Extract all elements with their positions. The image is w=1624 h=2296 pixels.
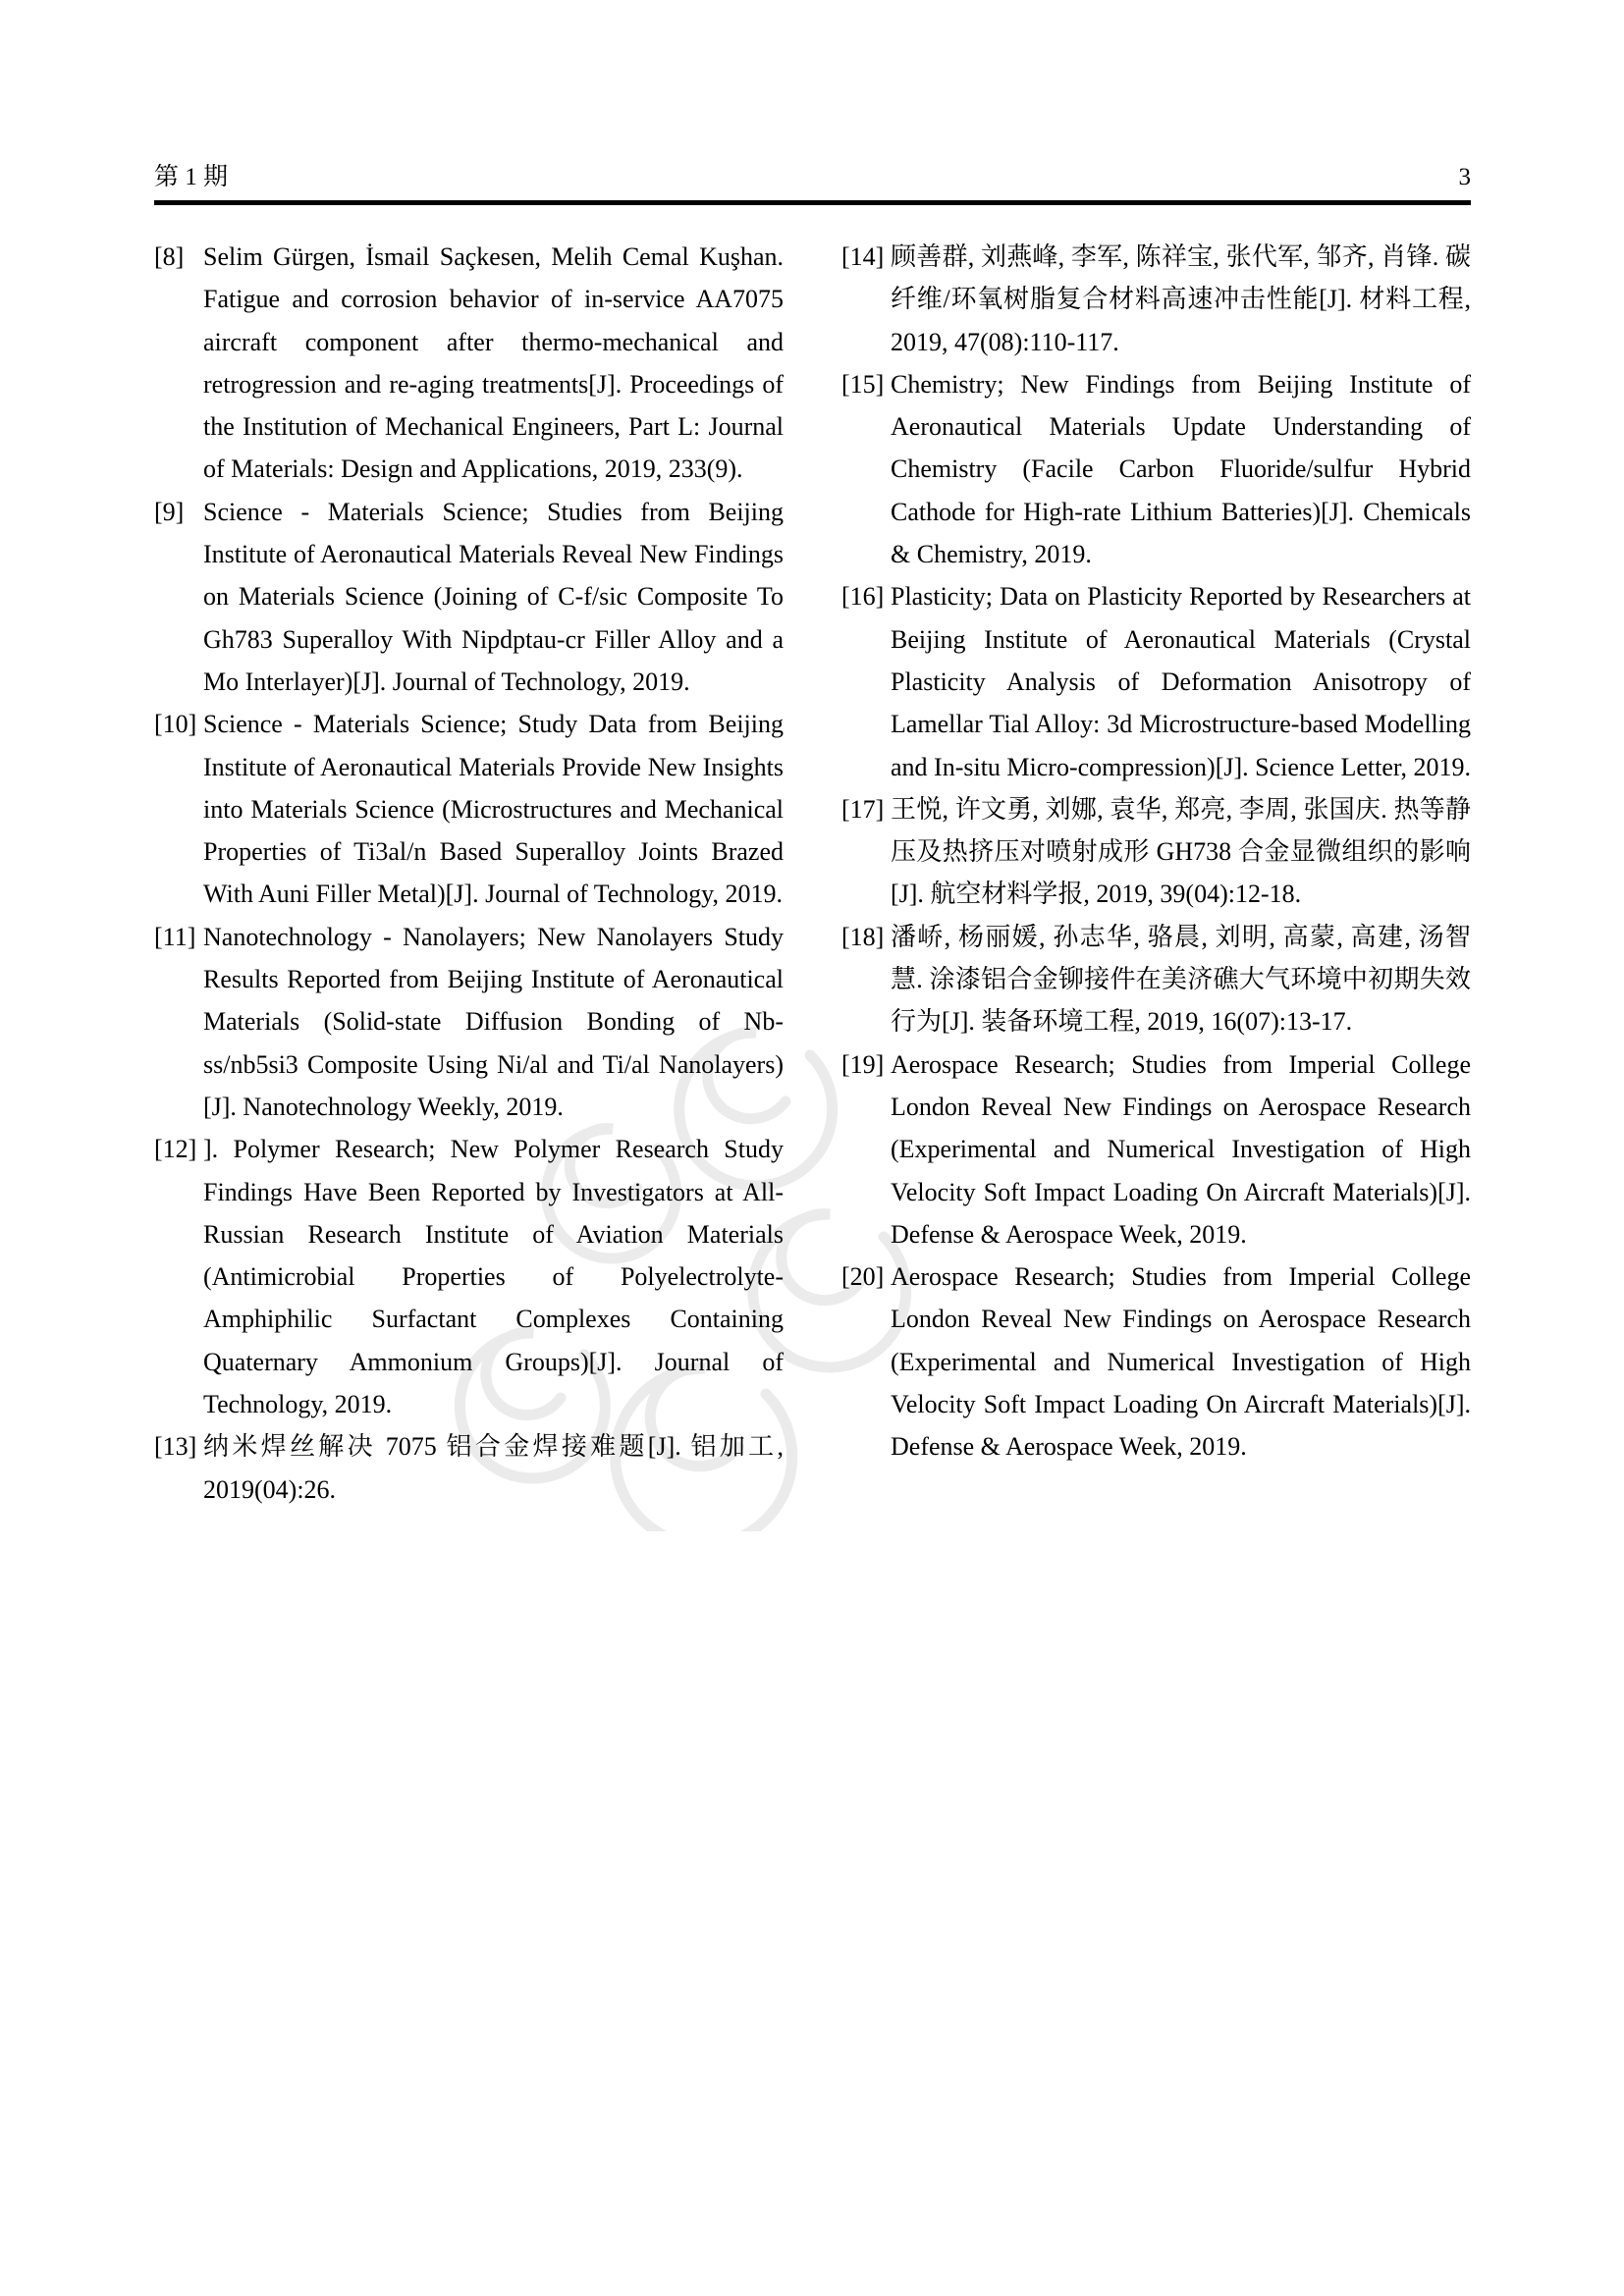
reference-text: 潘峤, 杨丽媛, 孙志华, 骆晨, 刘明, 高蒙, 高建, 汤智慧. 涂漆铝合金铆接件在美济礁大气环境中初期失效行为[J]. 装备环境工程, 2019, 16(07):13-17. <box>891 922 1471 1037</box>
reference-text: Plasticity; Data on Plasticity Reported by Researchers at Beijing Institute of Aeronautical Materials (Crystal Plasticity Analysis of Deformation Anisotropy of Lamellar Tial Alloy: 3d Microstructure-based Modelling and In-situ Micro-compression)[J]. Science Letter, 2019. <box>891 582 1472 781</box>
reference-item-18 <box>841 916 1471 1043</box>
reference-item-20 <box>841 1255 1471 1468</box>
header-rule <box>154 200 1471 205</box>
reference-number: [11] <box>154 922 196 951</box>
references-column-left <box>154 236 784 1511</box>
reference-number: [14] <box>841 242 885 271</box>
reference-item-16 <box>841 575 1471 787</box>
reference-number: [17] <box>841 794 885 824</box>
reference-number: [19] <box>841 1049 885 1079</box>
reference-item-15 <box>841 363 1471 575</box>
reference-text: 顾善群, 刘燕峰, 李军, 陈祥宝, 张代军, 邹齐, 肖锋. 碳纤维/环氧树脂复合材料高速冲击性能[J]. 材料工程, 2019, 47(08):110-117. <box>891 242 1471 356</box>
reference-text: Selim Gürgen, İsmail Saçkesen, Melih Cemal Kuşhan. Fatigue and corrosion behavior of in-service AA7075 aircraft component after thermo-mechanical and retrogression and re-aging treatments[J]. Proceedings of the Institution of Mechanical Engineers, Part L: Journal of Materials: Design and Applications, 2019, 233(9). <box>203 242 784 484</box>
page-header <box>154 163 1471 192</box>
issue-label: 第 1 期 <box>154 164 229 190</box>
reference-item-13 <box>154 1425 784 1511</box>
reference-text: Aerospace Research; Studies from Imperial College London Reveal New Findings on Aerospace Research (Experimental and Numerical Investigation of High Velocity Soft Impact Loading On Aircraft Materials)[J]. Defense & Aerospace Week, 2019. <box>891 1049 1471 1249</box>
reference-number: [12] <box>154 1135 197 1164</box>
reference-item-11 <box>154 916 784 1128</box>
reference-number: [18] <box>841 922 885 951</box>
reference-number: [8] <box>154 242 185 271</box>
reference-number: [15] <box>841 369 885 399</box>
reference-item-17 <box>841 788 1471 916</box>
reference-item-10 <box>154 703 784 915</box>
reference-number: [20] <box>841 1262 885 1292</box>
reference-text: ]. Polymer Research; New Polymer Research Study Findings Have Been Reported by Investigators at All-Russian Research Institute of Aviation Materials (Antimicrobial Properties of Polyelectrolyte-Amphiphilic Surfactant Complexes Containing Quaternary Ammonium Groups)[J]. Journal of Technology, 2019. <box>203 1135 784 1419</box>
reference-text: 王悦, 许文勇, 刘娜, 袁华, 郑亮, 李周, 张国庆. 热等静压及热挤压对喷射成形 GH738 合金显微组织的影响[J]. 航空材料学报, 2019, 39(04):12-18. <box>891 794 1471 909</box>
reference-text: Nanotechnology - Nanolayers; New Nanolayers Study Results Reported from Beijing Institute of Aeronautical Materials (Solid-state Diffusion Bonding of Nb-ss/nb5si3 Composite Using Ni/al and Ti/al Nanolayers)[J]. Nanotechnology Weekly, 2019. <box>203 922 784 1121</box>
reference-number: [10] <box>154 710 197 739</box>
reference-text: Chemistry; New Findings from Beijing Institute of Aeronautical Materials Update Understanding of Chemistry (Facile Carbon Fluoride/sulfur Hybrid Cathode for High-rate Lithium Batteries)[J]. Chemicals & Chemistry, 2019. <box>891 369 1471 569</box>
reference-text: 纳米焊丝解决 7075 铝合金焊接难题[J]. 铝加工, 2019(04):26. <box>203 1432 784 1504</box>
reference-text: Science - Materials Science; Study Data from Beijing Institute of Aeronautical Materials Provide New Insights into Materials Science (Microstructures and Mechanical Properties of Ti3al/n Based Superalloy Joints Brazed With Auni Filler Metal)[J]. Journal of Technology, 2019. <box>203 710 784 909</box>
reference-text: Aerospace Research; Studies from Imperial College London Reveal New Findings on Aerospace Research (Experimental and Numerical Investigation of High Velocity Soft Impact Loading On Aircraft Materials)[J]. Defense & Aerospace Week, 2019. <box>891 1262 1471 1462</box>
reference-number: [9] <box>154 497 185 526</box>
reference-item-19 <box>841 1043 1471 1255</box>
reference-text: Science - Materials Science; Studies from Beijing Institute of Aeronautical Materials Reveal New Findings on Materials Science (Joining of C-f/sic Composite To Gh783 Superalloy With Nipdptau-cr Filler Alloy and a Mo Interlayer)[J]. Journal of Technology, 2019. <box>203 497 784 696</box>
reference-item-12 <box>154 1128 784 1425</box>
reference-item-14 <box>841 236 1471 363</box>
reference-number: [13] <box>154 1432 197 1462</box>
reference-item-9 <box>154 491 784 703</box>
references-column-right <box>841 236 1471 1468</box>
page-number: 3 <box>1458 164 1471 190</box>
reference-number: [16] <box>841 582 885 612</box>
reference-item-8 <box>154 236 784 491</box>
